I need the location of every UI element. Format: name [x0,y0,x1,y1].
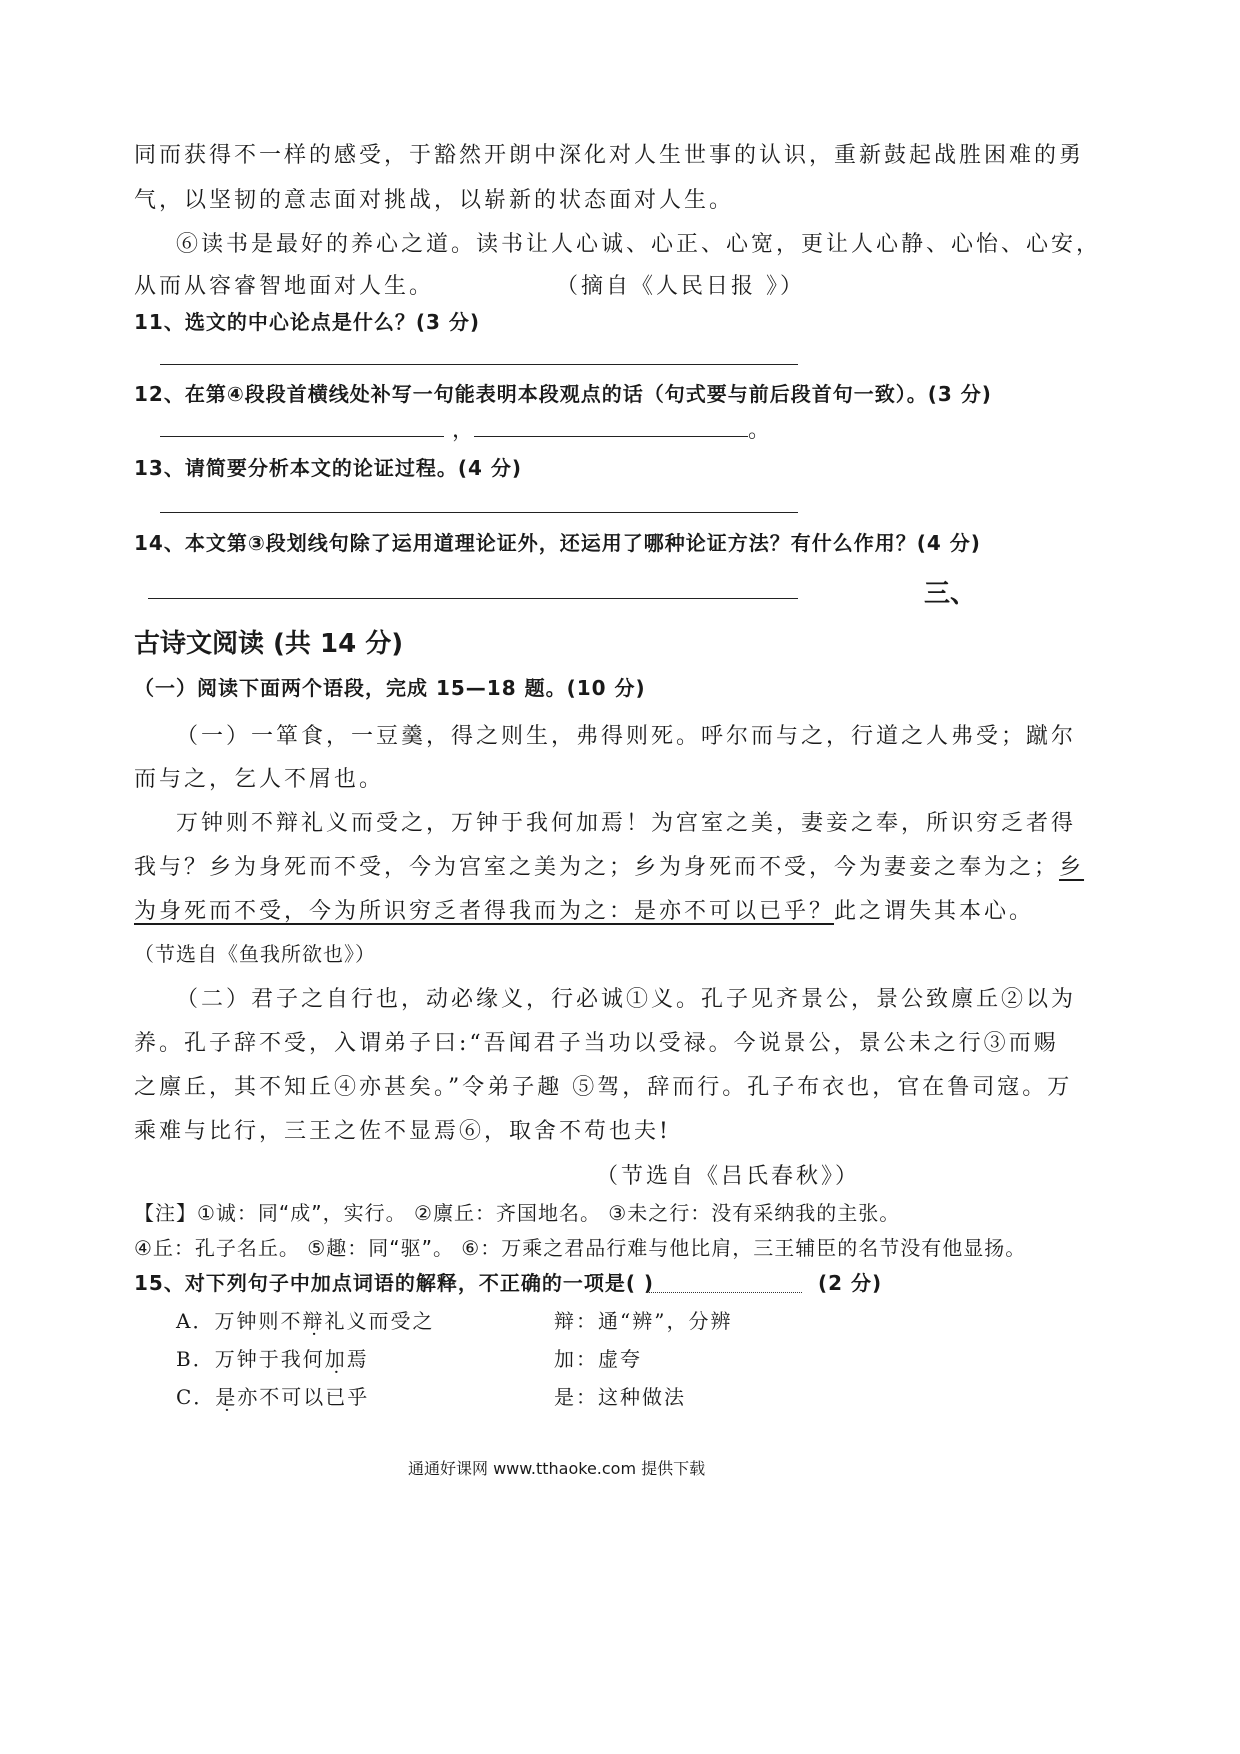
essay-line: 气，以坚韧的意志面对挑战，以崭新的状态面对人生。 [134,188,735,213]
essay-line: 从而从容睿智地面对人生。 [134,274,435,299]
dotted-word: 是 [215,1385,238,1409]
option-c-explanation: 是：这种做法 [554,1385,686,1409]
passage1-line: 为身死而不受，今为所识穷乏者得我而为之：是亦不可以已乎？此之谓失其本心。 [134,899,1035,924]
passage2-line: （二）君子之自行也，动必缘义，行必诚①义。孔子见齐景公，景公致廪丘②以为 [176,987,1077,1012]
option-b: B．万钟于我何加焉 [176,1347,369,1371]
section-title: 古诗文阅读 (共 14 分) [134,629,404,659]
section-subheading: （一）阅读下面两个语段，完成 15—18 题。(10 分) [134,676,646,700]
answer-line-12b[interactable] [474,436,748,437]
question-15-score: (2 分) [818,1271,883,1295]
passage2-line: 之廪丘，其不知丘④亦甚矣。”令弟子趣 ⑤驾，辞而行。孔子布衣也，官在鲁司寇。万 [134,1075,1073,1100]
comma: ， [452,418,478,443]
annotation-line: ④丘：孔子名丘。 ⑤趣：同“驱”。 ⑥：万乘之君品行难与他比肩，三王辅臣的名节没有他显扬。 [134,1236,1027,1260]
option-a-explanation: 辩：通“辨”，分辨 [554,1309,733,1333]
underlined-sentence: 为身死而不受，今为所识穷乏者得我而为之：是亦不可以已乎？ [134,899,835,924]
passage1-line: 而与之，乞人不屑也。 [134,767,385,792]
passage1-line: （一）一箪食，一豆羹，得之则生，弗得则死。呼尔而与之，行道之人弗受；蹴尔 [176,724,1077,749]
answer-line-12a[interactable] [160,436,444,437]
dotted-word: 加 [324,1347,347,1371]
period: 。 [748,418,774,443]
question-11: 11、选文的中心论点是什么？(3 分) [134,310,480,334]
question-13: 13、请简要分析本文的论证过程。(4 分) [134,456,522,480]
answer-line-14[interactable] [148,598,798,599]
question-14: 14、本文第③段划线句除了运用道理论证外，还运用了哪种论证方法？有什么作用？(4 分) [134,531,981,555]
option-c: C．是亦不可以已乎 [176,1385,370,1409]
essay-line: 同而获得不一样的感受，于豁然开朗中深化对人生世事的认识，重新鼓起战胜困难的勇 [134,143,1085,168]
option-a: A．万钟则不辩礼义而受之 [176,1309,435,1333]
underlined-sentence: 乡 [1059,855,1085,880]
passage1-source: （节选自《鱼我所欲也》） [134,942,376,966]
passage1-line: 我与？乡为身死而不受，今为宫室之美为之；乡为身死而不受，今为妻妾之奉为之；乡 [134,855,1085,880]
essay-paragraph-6: ⑥读书是最好的养心之道。读书让人心诚、心正、心宽，更让人心静、心怡、心安， [176,232,1102,257]
answer-line-13[interactable] [160,512,798,513]
option-b-explanation: 加：虚夸 [554,1347,642,1371]
page-footer: 通通好课网 www.tthaoke.com 提供下载 [408,1459,706,1478]
annotation-line: 【注】①诚：同“成”，实行。 ②廪丘：齐国地名。 ③未之行：没有采纳我的主张。 [134,1201,901,1225]
passage2-line: 养。孔子辞不受，入谓弟子曰:“吾闻君子当功以受禄。今说景公，景公未之行③而赐 [134,1031,1059,1056]
passage2-source: （节选自《吕氏春秋》） [596,1164,861,1189]
section-number: 三、 [924,579,977,609]
question-12: 12、在第④段段首横线处补写一句能表明本段观点的话（句式要与前后段首句一致）。(3 分) [134,382,992,406]
answer-line-11[interactable] [160,364,798,365]
dotted-word: 辩 [302,1309,325,1333]
passage1-line: 万钟则不辩礼义而受之，万钟于我何加焉！为宫室之美，妻妾之奉，所识穷乏者得 [176,811,1077,836]
dotted-leader [646,1292,802,1293]
essay-source: （摘自《人民日报 》） [556,274,805,299]
passage2-line: 乘难与比行，三王之佐不显焉⑥，取舍不苟也夫! [134,1119,671,1144]
question-15: 15、对下列句子中加点词语的解释，不正确的一项是( ) [134,1271,655,1295]
